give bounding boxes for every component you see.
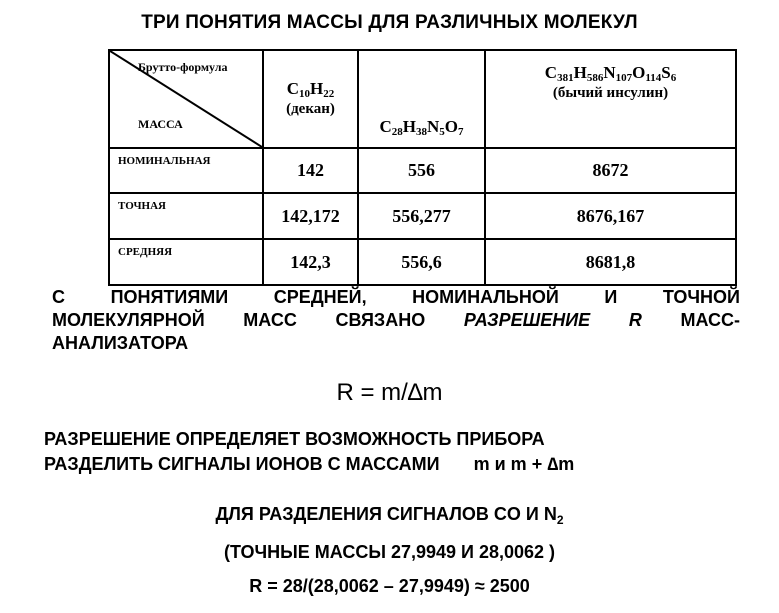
resolution-definition-line-1: РАЗРЕШЕНИЕ ОПРЕДЕЛЯЕТ ВОЗМОЖНОСТЬ ПРИБОРА xyxy=(44,429,545,449)
table-cell: 8672 xyxy=(485,148,736,193)
table-cell: 142,172 xyxy=(263,193,358,239)
corner-top-label: Брутто-формула xyxy=(138,60,228,74)
resolution-term: РАЗРЕШЕНИЕ R xyxy=(463,310,642,330)
example-calculation: R = 28/(28,0062 – 27,9949) ≈ 2500 xyxy=(249,576,530,596)
example-exact-masses: (ТОЧНЫЕ МАССЫ 27,9949 И 28,0062 ) xyxy=(223,542,556,562)
resolution-definition-line-2: РАЗДЕЛИТЬ СИГНАЛЫ ИОНОВ С МАССАМИ m и m + ∆m xyxy=(44,454,575,474)
slide-title: ТРИ ПОНЯТИЯ МАССЫ ДЛЯ РАЗЛИЧНЫХ МОЛЕКУЛ xyxy=(141,12,638,33)
table-row-exact xyxy=(109,193,736,239)
formula-insulin: $C_{381}H_{586}N_{107}O_{114}S_6$ xyxy=(544,63,677,84)
corner-cell xyxy=(109,50,263,148)
mass-table xyxy=(108,49,737,286)
formula-peptide: $C_{28}H_{38}N_5O_7$ xyxy=(379,117,464,138)
column-header-decane xyxy=(263,50,358,148)
resolution-formula: R = m/∆m xyxy=(336,379,443,406)
column-note-decane: (декан) xyxy=(286,101,335,117)
table-row-nominal xyxy=(109,148,736,193)
column-header-insulin xyxy=(485,50,736,148)
table-cell: 8676,167 xyxy=(485,193,736,239)
example-title: ДЛЯ РАЗДЕЛЕНИЯ СИГНАЛОВ CO И $N_2$ xyxy=(215,504,564,527)
row-label-exact: ТОЧНАЯ xyxy=(109,193,263,239)
paragraph-line-2: МОЛЕКУЛЯРНОЙ МАСС СВЯЗАНО РАЗРЕШЕНИЕ R МАСС- xyxy=(52,310,740,330)
table-cell: 556 xyxy=(358,148,485,193)
column-note-insulin: (бычий инсулин) xyxy=(552,85,669,101)
table-cell: 556,6 xyxy=(358,239,485,285)
table-cell: 8681,8 xyxy=(485,239,736,285)
table-cell: 142,3 xyxy=(263,239,358,285)
table-cell: 142 xyxy=(263,148,358,193)
resolution-paragraph xyxy=(52,286,740,355)
table-row-average xyxy=(109,239,736,285)
paragraph-line-1: С ПОНЯТИЯМИ СРЕДНЕЙ, НОМИНАЛЬНОЙ И ТОЧНОЙ xyxy=(52,287,740,307)
paragraph-line-3: АНАЛИЗАТОРА xyxy=(52,333,189,353)
table-cell: 556,277 xyxy=(358,193,485,239)
mass-expression: m и m + ∆m xyxy=(473,454,575,474)
table-header-row xyxy=(109,50,736,148)
row-label-nominal: НОМИНАЛЬНАЯ xyxy=(109,148,263,193)
formula-decane: $C_{10}H_{22}$ xyxy=(286,79,335,100)
column-header-peptide xyxy=(358,50,485,148)
row-label-average: СРЕДНЯЯ xyxy=(109,239,263,285)
corner-bottom-label: МАССА xyxy=(138,117,183,131)
